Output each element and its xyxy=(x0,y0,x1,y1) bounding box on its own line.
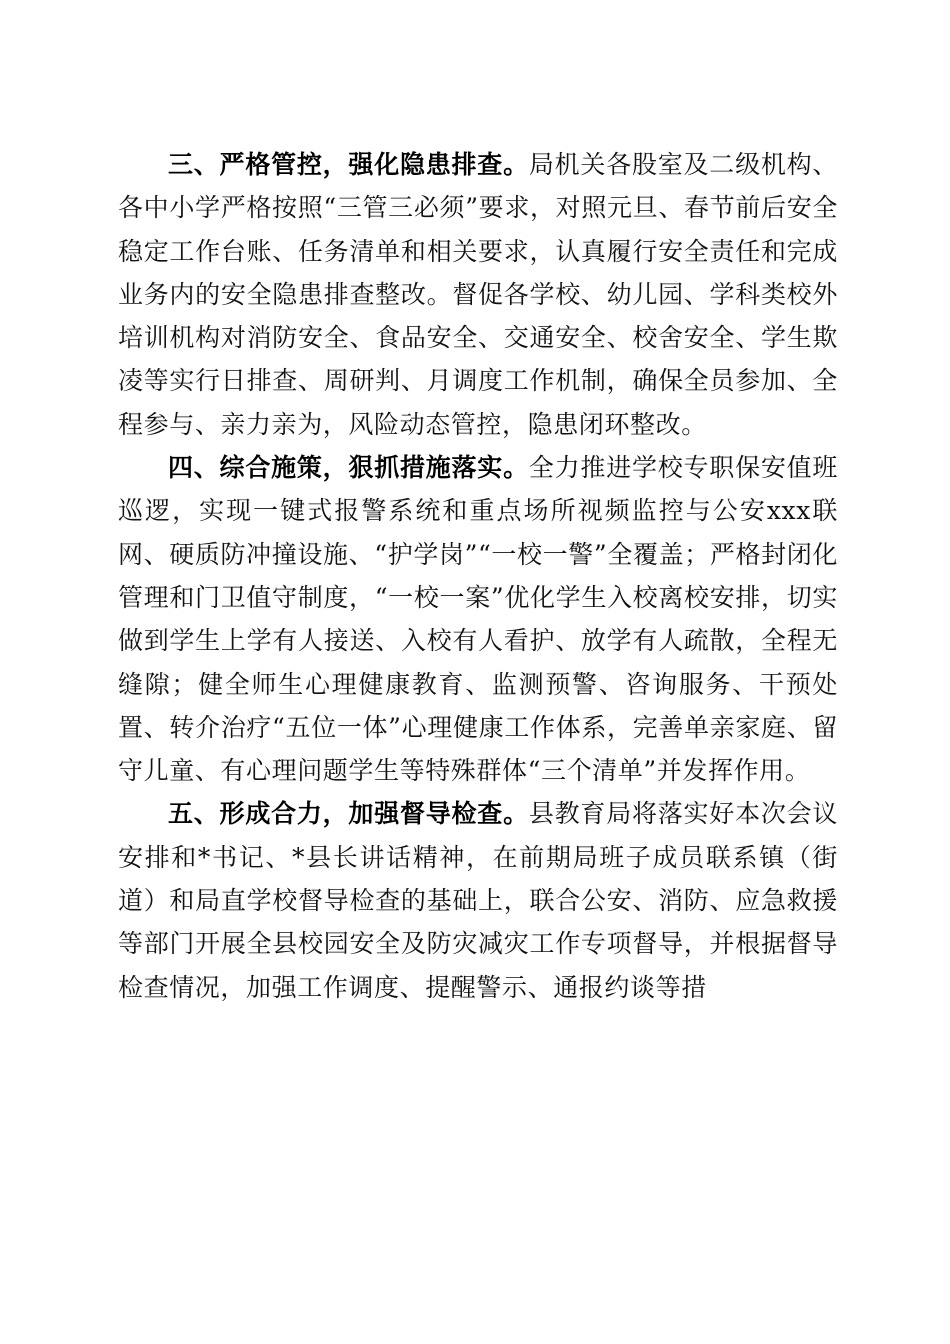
paragraph-section-4 xyxy=(118,446,838,792)
section-4-body: 全力推进学校专职保安值班巡逻，实现一键式报警系统和重点场所视频监控与公安xxx联网、硬质防冲撞设施、“护学岗”“一校一警”全覆盖；严格封闭化管理和门卫值守制度，“一校一案”优化学生入校离校安排，切实做到学生上学有人接送、入校有人看护、放学有人疏散，全程无缝隙；健全师生心理健康教育、监测预警、咨询服务、干预处置、转介治疗“五位一体”心理健康工作体系，完善单亲家庭、留守儿童、有心理问题学生等特殊群体“三个清单”并发挥作用。 xyxy=(118,453,839,786)
section-3-heading: 三、严格管控，强化隐患排查。 xyxy=(168,150,529,179)
section-3-body: 局机关各股室及二级机构、各中小学严格按照“三管三必须”要求，对照元旦、春节前后安全稳定工作台账、任务清单和相关要求，认真履行安全责任和完成业务内的安全隐患排查整改。督促各学校、幼儿园、学科类校外培训机构对消防安全、食品安全、交通安全、校舍安全、学生欺凌等实行日排查、周研判、月调度工作机制，确保全员参加、全程参与、亲力亲为，风险动态管控，隐患闭环整改。 xyxy=(118,150,839,439)
document-body xyxy=(118,143,838,1009)
paragraph-section-5 xyxy=(118,792,838,1008)
paragraph-section-3 xyxy=(118,143,838,446)
section-4-heading: 四、综合施策，狠抓措施落实。 xyxy=(168,453,529,483)
section-5-body: 县教育局将落实好本次会议安排和*书记、*县长讲话精神，在前期局班子成员联系镇（街道）和局直学校督导检查的基础上，联合公安、消防、应急救援等部门开展全县校园安全及防灾减灾工作专项督导，并根据督导检查情况，加强工作调度、提醒警示、通报约谈等措 xyxy=(118,799,839,1002)
section-5-heading: 五、形成合力，加强督导检查。 xyxy=(168,799,529,829)
